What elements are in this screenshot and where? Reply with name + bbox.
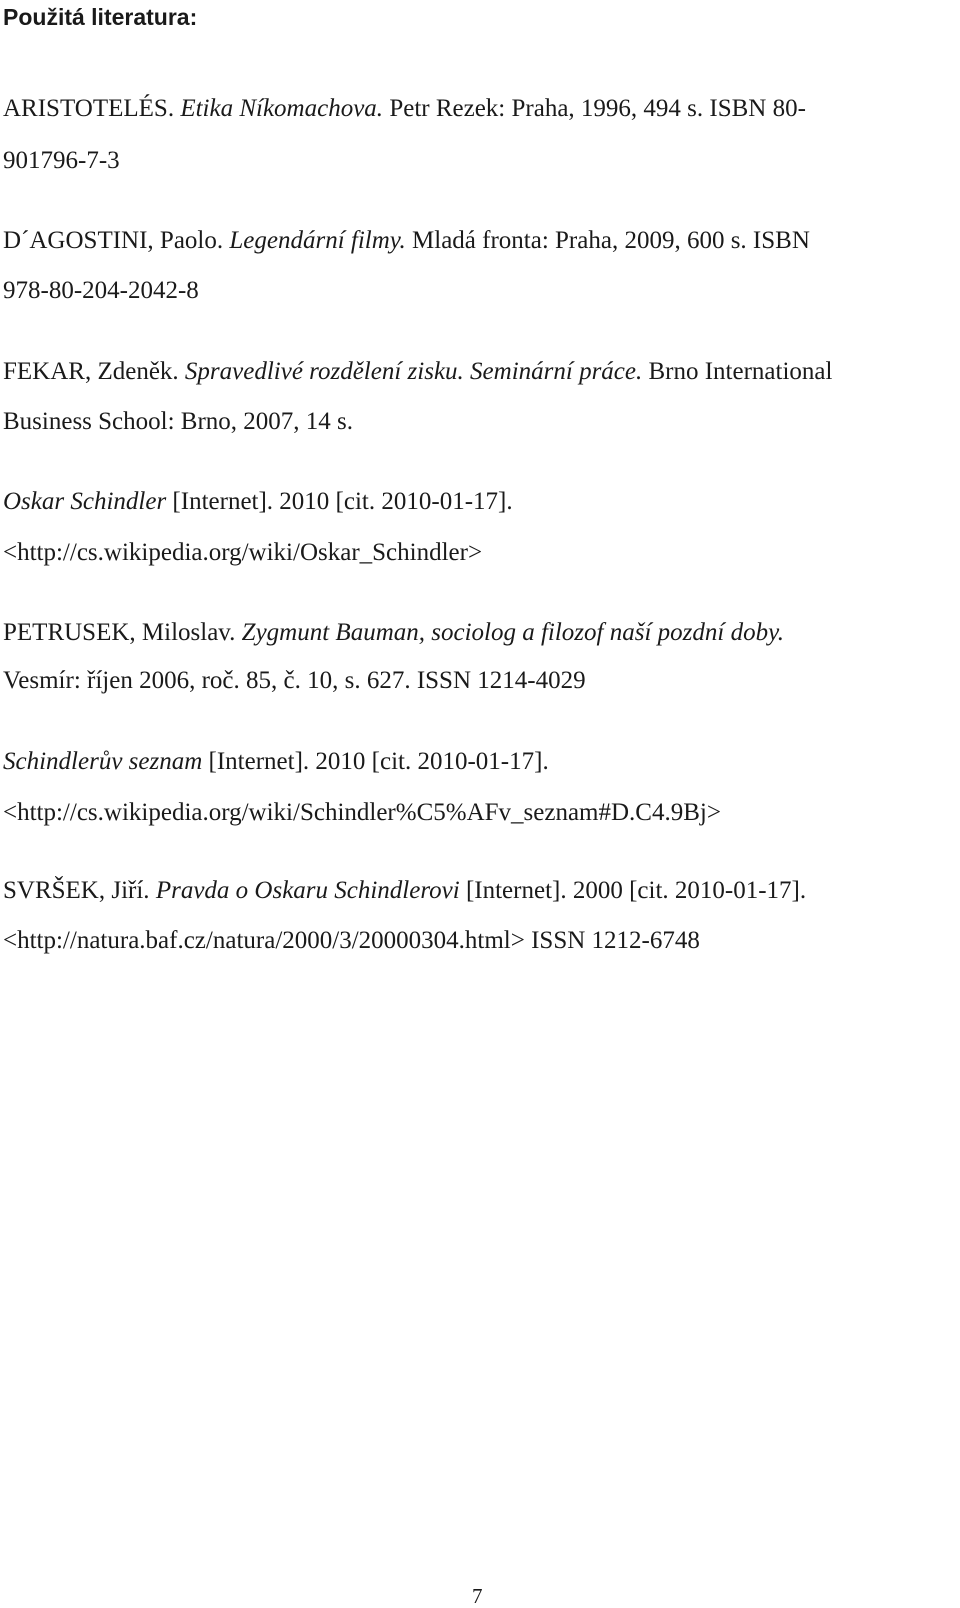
reference-3-title: Spravedlivé rozdělení zisku. Seminární práce. [184,358,643,385]
reference-6-publication: [Internet]. 2010 [cit. 2010-01-17]. [202,748,549,775]
reference-5-line-2: Vesmír: říjen 2006, roč. 85, č. 10, s. 627. ISSN 1214-4029 [3,667,586,694]
reference-7-line-1 [3,875,806,907]
reference-6-line-1 [3,746,549,778]
reference-4-title: Oskar Schindler [3,488,167,515]
reference-7-author: SVRŠEK, Jiří. [3,877,156,904]
reference-6-title: Schindlerův seznam [3,748,203,775]
reference-5-line-1 [3,617,784,649]
reference-2-publication: Mladá fronta: Praha, 2009, 600 s. ISBN [405,227,810,254]
reference-7-publication: [Internet]. 2000 [cit. 2010-01-17]. [459,877,807,904]
reference-5-title: Zygmunt Bauman, sociolog a filozof naší pozdní doby. [241,619,785,646]
reference-1-title: Etika Níkomachova. [180,95,384,122]
reference-1-publication: Petr Rezek: Praha, 1996, 494 s. ISBN 80- [383,95,806,122]
reference-2-line-2: 978-80-204-2042-8 [3,277,199,304]
reference-7-url: <http://natura.baf.cz/natura/2000/3/20000304.html> ISSN 1212-6748 [3,927,700,954]
reference-2-line-1 [3,225,810,257]
reference-5-author: PETRUSEK, Miloslav. [3,619,242,646]
reference-4-publication: [Internet]. 2010 [cit. 2010-01-17]. [166,488,513,515]
reference-3-line-1 [3,356,832,388]
reference-3-publication: Brno International [642,358,833,385]
reference-3-line-2: Business School: Brno, 2007, 14 s. [3,408,354,435]
reference-7-title: Pravda o Oskaru Schindlerovi [155,877,460,904]
reference-6-url: <http://cs.wikipedia.org/wiki/Schindler%C5%AFv_seznam#D.C4.9Bj> [3,799,721,826]
reference-1-line-1 [3,93,806,125]
reference-3-author: FEKAR, Zdeněk. [3,358,185,385]
reference-2-author: D´AGOSTINI, Paolo. [3,227,230,254]
reference-4-url: <http://cs.wikipedia.org/wiki/Oskar_Schindler> [3,539,483,566]
page-title: Použitá literatura: [3,4,198,30]
reference-4-line-1 [3,486,513,518]
reference-2-title: Legendární filmy. [229,227,406,254]
reference-1-line-2: 901796-7-3 [3,147,120,174]
reference-1-author: ARISTOTELÉS. [3,95,181,122]
page-number: 7 [472,1584,483,1608]
